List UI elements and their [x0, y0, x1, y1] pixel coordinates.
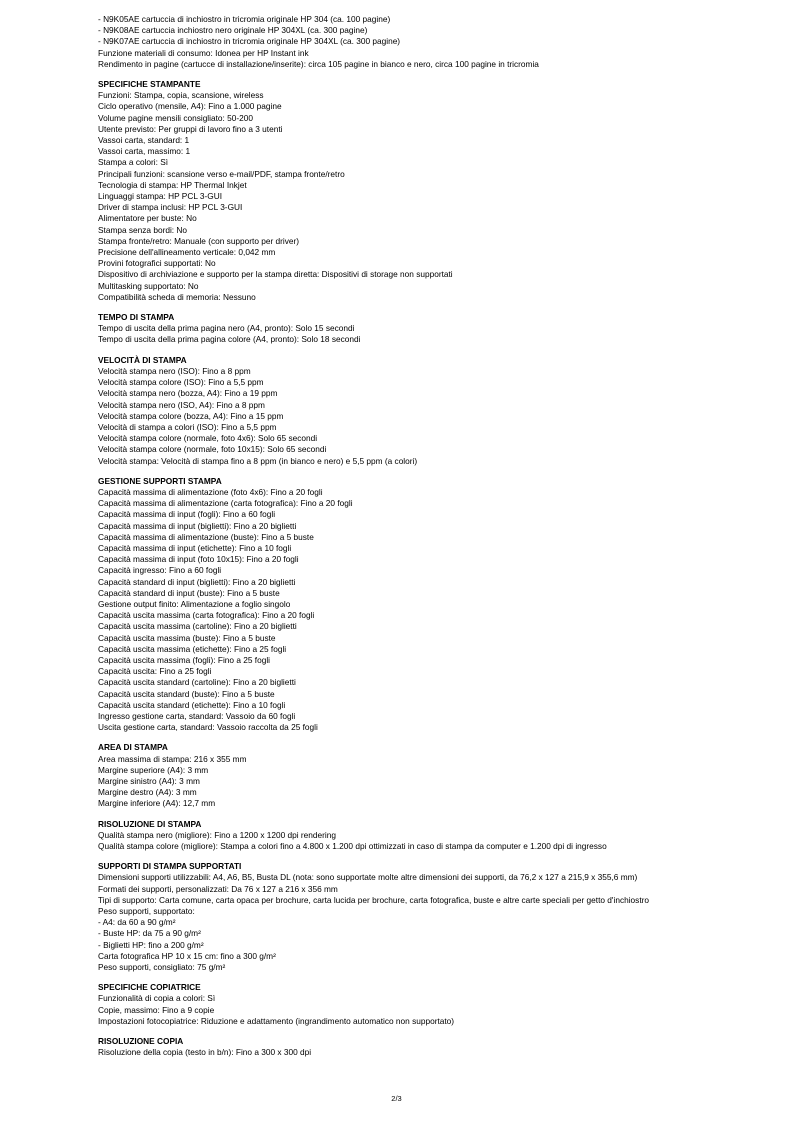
spec-line: Capacità uscita massima (buste): Fino a 5 buste — [98, 632, 276, 643]
spec-line: Capacità uscita standard (etichette): Fino a 10 fogli — [98, 699, 286, 710]
spec-line: Capacità uscita standard (cartoline): Fino a 20 biglietti — [98, 677, 296, 688]
spec-line: Volume pagine mensili consigliato: 50-200 — [98, 112, 253, 123]
document-page — [98, 14, 778, 1058]
spec-line: Stampa fronte/retro: Manuale (con supporto per driver) — [98, 235, 300, 246]
spec-line: Velocità stampa colore (ISO): Fino a 5,5 ppm — [98, 377, 264, 388]
spec-line: Velocità stampa nero (bozza, A4): Fino a 19 ppm — [98, 388, 278, 399]
spec-line: Impostazioni fotocopiatrice: Riduzione e adattamento (ingrandimento automatico non supportato) — [98, 1015, 455, 1026]
spec-line: Capacità uscita massima (etichette): Fino a 25 fogli — [98, 643, 287, 654]
spec-line: Ciclo operativo (mensile, A4): Fino a 1.000 pagine — [98, 101, 282, 112]
spec-section — [98, 1036, 778, 1058]
spec-line: Principali funzioni: scansione verso e-mail/PDF, stampa fronte/retro — [98, 168, 345, 179]
spec-line: Area massima di stampa: 216 x 355 mm — [98, 753, 247, 764]
spec-line: Gestione output finito: Alimentazione a foglio singolo — [98, 598, 291, 609]
spec-line: Capacità massima di input (biglietti): Fino a 20 biglietti — [98, 520, 297, 531]
spec-line: Vassoi carta, standard: 1 — [98, 135, 190, 146]
spec-line: Tecnologia di stampa: HP Thermal Inkjet — [98, 179, 247, 190]
spec-line: Margine sinistro (A4): 3 mm — [98, 776, 200, 786]
spec-line: Qualità stampa colore (migliore): Stampa a colori fino a 4.800 x 1.200 dpi ottimizzati in caso di stampa da computer e 1.200 dpi di ingresso — [98, 841, 607, 852]
spec-section — [98, 312, 778, 346]
spec-line: Qualità stampa nero (migliore): Fino a 1200 x 1200 dpi rendering — [98, 829, 336, 840]
spec-line: Velocità stampa nero (ISO): Fino a 8 ppm — [98, 365, 251, 376]
spec-line: Uscita gestione carta, standard: Vassoio raccolta da 25 fogli — [98, 722, 318, 733]
spec-line: Capacità standard di input (buste): Fino a 5 buste — [98, 587, 280, 598]
spec-line: - Buste HP: da 75 a 90 g/m² — [98, 928, 201, 939]
spec-section — [98, 861, 778, 973]
spec-line: Capacità massima di input (etichette): Fino a 10 fogli — [98, 542, 292, 553]
spec-line: Capacità uscita standard (buste): Fino a 5 buste — [98, 688, 275, 699]
intro-block — [98, 14, 778, 70]
spec-line: Velocità stampa colore (normale, foto 4x6): Solo 65 secondi — [98, 433, 318, 444]
spec-line: Stampa a colori: Sì — [98, 157, 169, 168]
intro-line: - N9K08AE cartuccia inchiostro nero originale HP 304XL (ca. 300 pagine) — [98, 25, 368, 36]
spec-line: Capacità uscita massima (cartoline): Fino a 20 biglietti — [98, 621, 297, 632]
spec-line: Margine destro (A4): 3 mm — [98, 787, 197, 798]
spec-line: - A4: da 60 a 90 g/m² — [98, 917, 176, 928]
spec-line: Utente previsto: Per gruppi di lavoro fino a 3 utenti — [98, 123, 283, 134]
spec-line: Multitasking supportato: No — [98, 280, 199, 291]
intro-line: Funzione materiali di consumo: Idonea per HP Instant ink — [98, 47, 309, 58]
page-number: 2/3 — [391, 1094, 402, 1103]
spec-section — [98, 742, 778, 809]
section-title: VELOCITÀ DI STAMPA — [98, 354, 187, 365]
section-title: SUPPORTI DI STAMPA SUPPORTATI — [98, 861, 242, 872]
spec-line: Dispositivo di archiviazione e supporto per la stampa diretta: Dispositivi di storage non supportati — [98, 269, 453, 280]
spec-section — [98, 819, 778, 853]
section-title: RISOLUZIONE COPIA — [98, 1036, 184, 1047]
spec-line: Compatibilità scheda di memoria: Nessuno — [98, 291, 256, 302]
spec-line: Linguaggi stampa: HP PCL 3-GUI — [98, 191, 223, 202]
spec-line: Velocità stampa colore (normale, foto 10x15): Solo 65 secondi — [98, 444, 327, 455]
spec-line: Risoluzione della copia (testo in b/n): Fino a 300 x 300 dpi — [98, 1047, 312, 1058]
spec-line: Capacità uscita massima (carta fotografica): Fino a 20 fogli — [98, 610, 315, 621]
spec-line: Tempo di uscita della prima pagina nero (A4, pronto): Solo 15 secondi — [98, 323, 355, 334]
spec-line: Driver di stampa inclusi: HP PCL 3-GUI — [98, 202, 243, 213]
section-title: AREA DI STAMPA — [98, 742, 168, 753]
spec-line: Carta fotografica HP 10 x 15 cm: fino a 300 g/m² — [98, 950, 276, 961]
spec-sections — [98, 79, 778, 1058]
spec-line: Peso supporti, supportato: — [98, 906, 195, 917]
section-title: TEMPO DI STAMPA — [98, 312, 175, 323]
spec-section — [98, 982, 778, 1027]
spec-line: Velocità stampa colore (bozza, A4): Fino a 15 ppm — [98, 410, 284, 421]
spec-line: Velocità stampa: Velocità di stampa fino a 8 ppm (in bianco e nero) e 5,5 ppm (a colori) — [98, 455, 418, 466]
spec-line: Capacità standard di input (biglietti): Fino a 20 biglietti — [98, 576, 296, 587]
spec-line: Velocità di stampa a colori (ISO): Fino a 5,5 ppm — [98, 421, 277, 432]
spec-line: Capacità massima di alimentazione (foto 4x6): Fino a 20 fogli — [98, 486, 323, 497]
spec-line: Funzionalità di copia a colori: Sì — [98, 993, 216, 1004]
spec-line: Ingresso gestione carta, standard: Vassoio da 60 fogli — [98, 710, 296, 721]
spec-line: Precisione dell'allineamento verticale: 0,042 mm — [98, 247, 276, 258]
spec-line: - Biglietti HP: fino a 200 g/m² — [98, 939, 204, 950]
spec-line: Margine inferiore (A4): 12,7 mm — [98, 798, 216, 809]
spec-line: Funzioni: Stampa, copia, scansione, wireless — [98, 90, 264, 101]
section-title: RISOLUZIONE DI STAMPA — [98, 818, 202, 829]
spec-line: Formati dei supporti, personalizzati: Da 76 x 127 a 216 x 356 mm — [98, 883, 338, 894]
spec-line: Capacità massima di alimentazione (carta fotografica): Fino a 20 fogli — [98, 498, 353, 509]
spec-section — [98, 79, 778, 303]
spec-line: Copie, massimo: Fino a 9 copie — [98, 1004, 215, 1015]
spec-line: Tipi di supporto: Carta comune, carta opaca per brochure, carta lucida per brochure, carta fotografica, buste e altre carte speciali per getto d'inchiostro — [98, 894, 650, 905]
spec-section — [98, 476, 778, 734]
spec-line: Capacità massima di input (foto 10x15): Fino a 20 fogli — [98, 554, 299, 565]
spec-line: Capacità massima di alimentazione (buste): Fino a 5 buste — [98, 531, 314, 542]
spec-line: Capacità uscita: Fino a 25 fogli — [98, 666, 212, 677]
spec-line: Peso supporti, consigliato: 75 g/m² — [98, 962, 226, 973]
spec-line: Provini fotografici supportati: No — [98, 258, 216, 269]
spec-line: Dimensioni supporti utilizzabili: A4, A6, B5, Busta DL (nota: sono supportate molte altre dimensioni dei supporti, da 76,2 x 127 a 215,9 x 355,6 mm) — [98, 872, 638, 883]
section-title: SPECIFICHE COPIATRICE — [98, 982, 201, 993]
section-title: GESTIONE SUPPORTI STAMPA — [98, 475, 222, 486]
spec-line: Vassoi carta, massimo: 1 — [98, 146, 191, 157]
spec-line: Capacità massima di input (fogli): Fino a 60 fogli — [98, 509, 276, 520]
spec-section — [98, 355, 778, 467]
intro-line: - N9K05AE cartuccia di inchiostro in tricromia originale HP 304 (ca. 100 pagine) — [98, 14, 391, 24]
spec-line: Tempo di uscita della prima pagina colore (A4, pronto): Solo 18 secondi — [98, 334, 361, 345]
intro-line: - N9K07AE cartuccia di inchiostro in tricromia originale HP 304XL (ca. 300 pagine) — [98, 36, 401, 47]
spec-line: Alimentatore per buste: No — [98, 213, 197, 224]
section-title: SPECIFICHE STAMPANTE — [98, 79, 201, 90]
spec-line: Velocità stampa nero (ISO, A4): Fino a 8 ppm — [98, 399, 265, 410]
spec-line: Margine superiore (A4): 3 mm — [98, 764, 209, 775]
intro-line: Rendimento in pagine (cartucce di installazione/inserite): circa 105 pagine in bianco e nero, circa 100 pagine in tricromia — [98, 58, 539, 69]
spec-line: Stampa senza bordi: No — [98, 224, 188, 235]
spec-line: Capacità ingresso: Fino a 60 fogli — [98, 565, 222, 576]
spec-line: Capacità uscita massima (fogli): Fino a 25 fogli — [98, 654, 271, 665]
